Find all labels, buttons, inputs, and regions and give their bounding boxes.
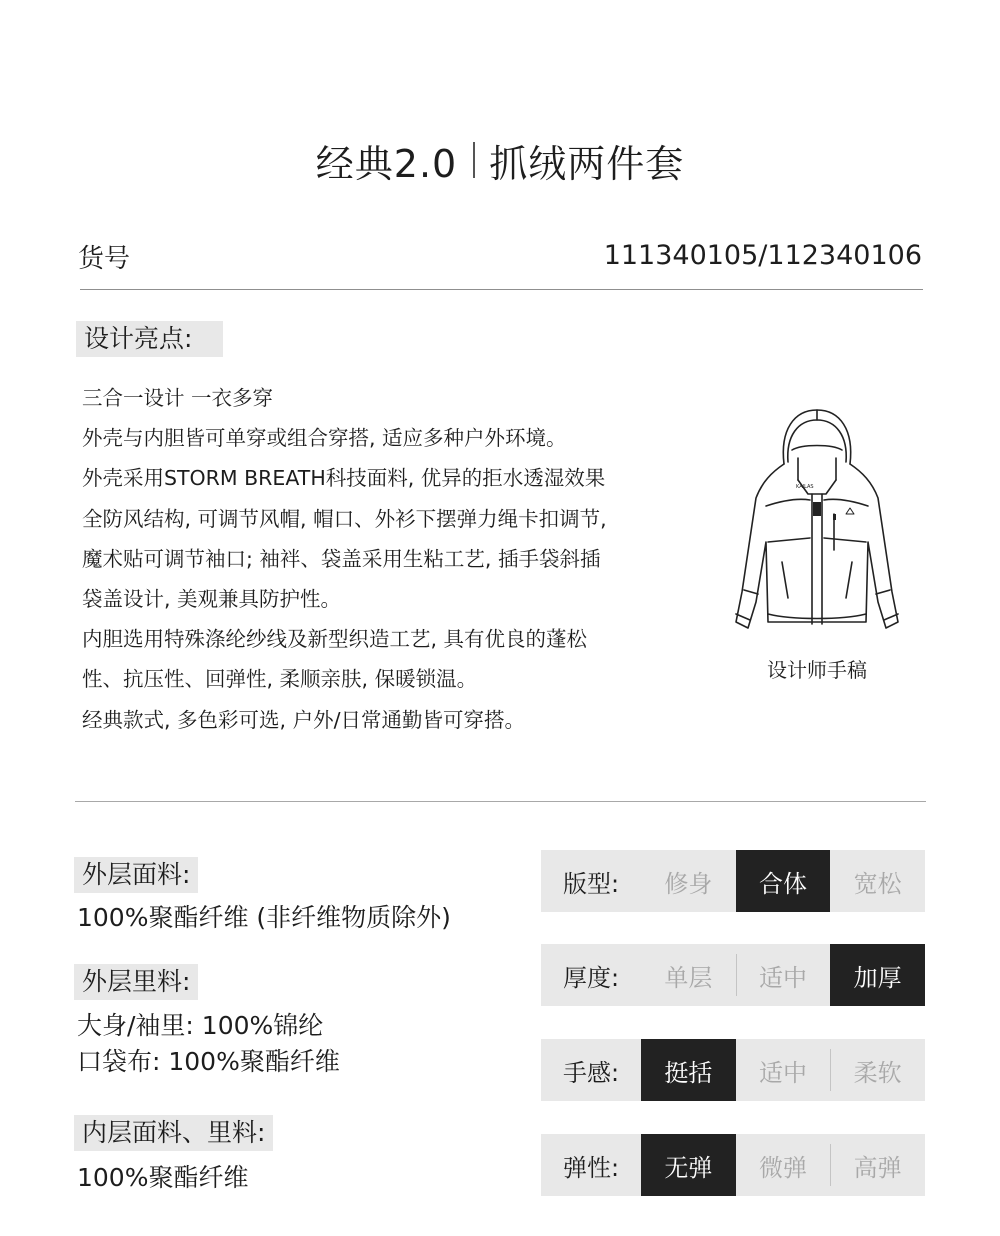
highlight-line: 袋盖设计, 美观兼具防护性。 [82,587,342,612]
title-product: 抓绒两件套 [489,141,685,186]
scale-label: 手感: [563,1058,620,1087]
sketch-caption: 设计师手稿 [767,658,867,682]
scale-option-selected: 合体 [736,850,831,912]
scale-option: 宽松 [853,869,902,898]
scale-elasticity [541,1134,925,1196]
scale-option: 柔软 [830,1039,925,1101]
scale-option-selected: 挺括 [641,1039,736,1101]
scale-thickness [541,944,925,1006]
outer-lining-heading: 外层里料: [74,964,198,1000]
scale-option-selected: 无弹 [641,1134,736,1196]
jacket-sketch [722,402,912,642]
scale-fit [541,850,925,912]
scale-option: 高弹 [830,1134,925,1196]
divider [80,289,923,290]
divider [75,801,926,802]
scale-option: 修身 [664,869,713,898]
highlight-line: 外壳采用STORM BREATH科技面料, 优异的拒水透湿效果 [82,466,606,491]
sku-label: 货号 [78,244,131,274]
highlight-line: 性、抗压性、回弹性, 柔顺亲肤, 保暖锁温。 [82,667,478,692]
outer-fabric-heading: 外层面料: [74,857,198,893]
scale-label: 厚度: [563,963,620,992]
scale-hand-feel [541,1039,925,1101]
outer-lining-value: 口袋布: 100%聚酯纤维 [77,1047,340,1076]
inner-value: 100%聚酯纤维 [77,1163,249,1192]
highlight-line: 三合一设计 一衣多穿 [82,386,274,410]
scale-option: 适中 [736,944,831,1006]
highlight-line: 外壳与内胆皆可单穿或组合穿搭, 适应多种户外环境。 [82,426,567,451]
scale-option-selected: 加厚 [830,944,925,1006]
title-series: 经典2.0 [315,141,458,186]
scale-option: 适中 [759,1058,807,1087]
scale-label: 弹性: [563,1153,620,1182]
highlight-line: 经典款式, 多色彩可选, 户外/日常通勤皆可穿搭。 [82,707,525,732]
page-title [0,132,1000,188]
highlights-list [82,378,712,740]
highlights-heading: 设计亮点: [76,321,223,357]
highlight-line: 全防风结构, 可调节风帽, 帽口、外衫下摆弹力绳卡扣调节, [82,506,607,531]
outer-fabric-value: 100%聚酯纤维 (非纤维物质除外) [77,903,451,932]
sku-value: 111340105/112340106 [603,240,922,271]
scale-label: 版型: [563,869,620,898]
sketch-logo: KAILAS [796,484,814,490]
outer-lining-value: 大身/袖里: 100%锦纶 [77,1011,324,1040]
scale-option: 单层 [664,963,713,992]
title-separator [473,142,475,178]
highlight-line: 内胆选用特殊涤纶纱线及新型织造工艺, 具有优良的蓬松 [82,627,588,652]
scale-option: 微弹 [759,1153,807,1182]
inner-heading: 内层面料、里料: [74,1115,273,1151]
highlight-line: 魔术贴可调节袖口; 袖袢、袋盖采用生粘工艺, 插手袋斜插 [82,546,601,571]
